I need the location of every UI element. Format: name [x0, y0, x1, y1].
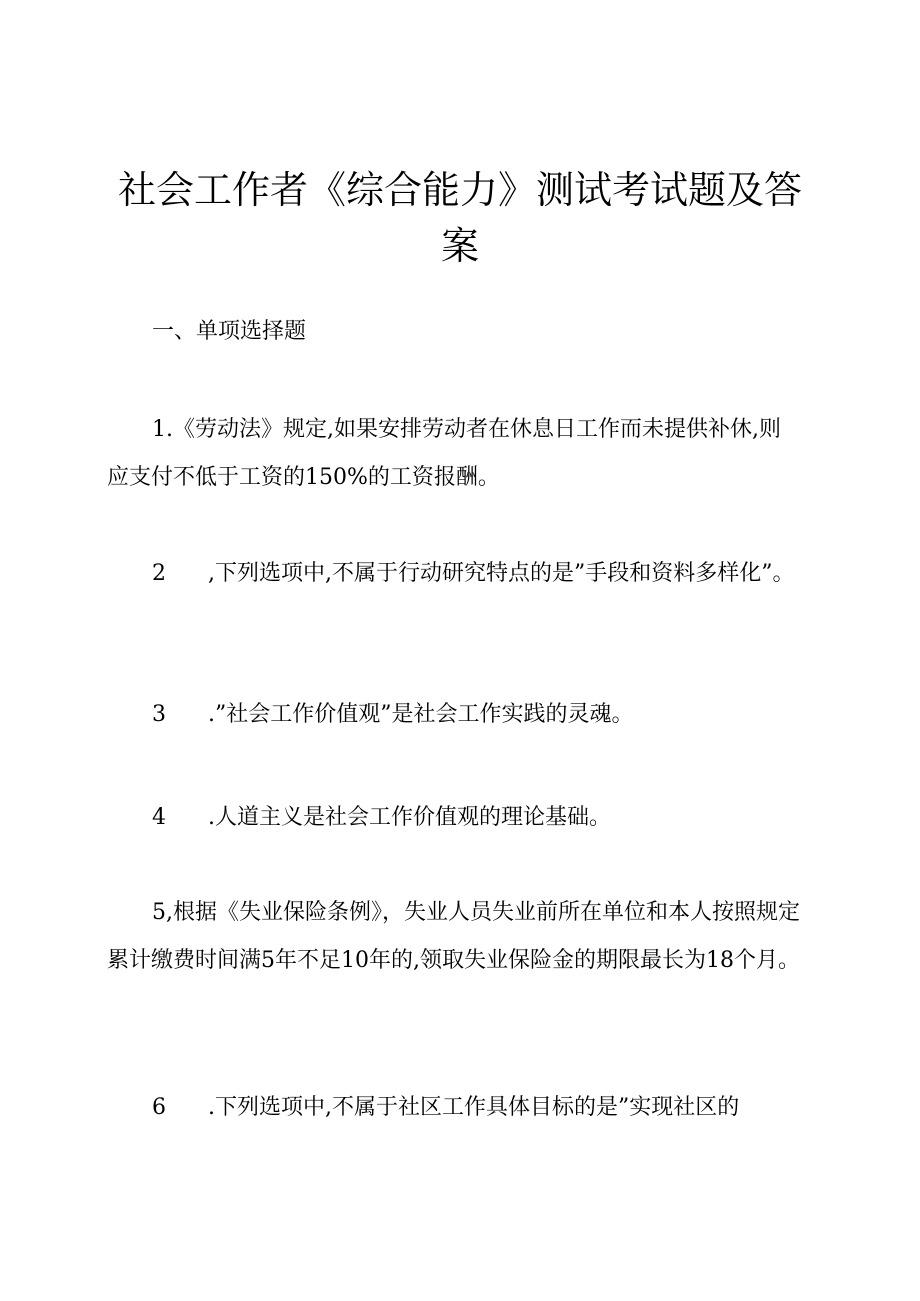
question-text: .《劳动法》规定,如果安排劳动者在休息日工作而未提供补休,则应支付不低于工资的150%的工资报酬。 [107, 417, 781, 490]
question-item [107, 691, 801, 739]
question-number: 5 [152, 900, 166, 925]
question-item [107, 406, 801, 502]
question-number: 4 [152, 805, 166, 830]
question-number: 6 [152, 1095, 166, 1120]
question-text: .下列选项中,不属于社区工作具体目标的是”实现社区的 [208, 1095, 740, 1120]
document-title: 社会工作者《综合能力》测试考试题及答案 [117, 168, 802, 268]
question-number: 2 [152, 561, 166, 586]
question-text: ,根据《失业保险条例》，失业人员失业前所在单位和本人按照规定累计缴费时间满5年不足10年的,领取失业保险金的期限最长为18个月。 [107, 900, 800, 973]
question-item [107, 794, 801, 842]
question-item [107, 889, 801, 985]
question-number: 1 [152, 417, 166, 442]
question-text: ,下列选项中,不属于行动研究特点的是”手段和资料多样化”。 [208, 561, 795, 586]
section-heading: 一、单项选择题 [152, 319, 307, 344]
question-text: .”社会工作价值观”是社会工作实践的灵魂。 [208, 702, 634, 727]
question-item [107, 550, 801, 598]
question-number: 3 [152, 702, 166, 727]
question-item [107, 1084, 801, 1132]
question-text: .人道主义是社会工作价值观的理论基础。 [208, 805, 611, 830]
